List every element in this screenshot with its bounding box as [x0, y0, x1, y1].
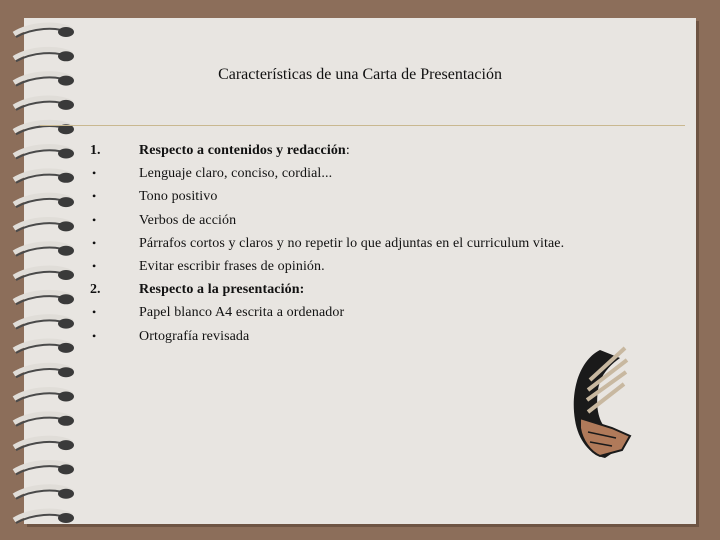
binding-hole [58, 51, 74, 61]
list-item-text [139, 213, 236, 229]
binding-hole [58, 367, 74, 377]
binding-hole [58, 464, 74, 474]
item-text: Ortografía revisada [139, 328, 250, 344]
bullet-marker: • [92, 259, 97, 273]
list-item-text [139, 236, 564, 252]
item-text: Párrafos cortos y claros y no repetir lo que adjuntas en el curriculum vitae. [139, 235, 565, 251]
binding-hole [58, 416, 74, 426]
list-item [0, 259, 720, 281]
item-text: : [345, 143, 350, 158]
list-item [0, 305, 720, 327]
item-text: Evitar escribir frases de opinión. [139, 259, 325, 274]
list-item-text [139, 166, 332, 182]
binding-hole [58, 489, 74, 499]
bullet-marker: • [92, 235, 97, 250]
section-heading: Respecto a la presentación: [139, 282, 305, 298]
bullet-marker: • [92, 328, 97, 343]
list-item-text [139, 259, 325, 275]
list-item [0, 189, 720, 211]
item-text: Lenguaje claro, conciso, cordial... [139, 166, 333, 182]
binding-hole [58, 513, 74, 523]
list-item [0, 143, 720, 165]
page-title: Características de una Carta de Presentación [218, 66, 502, 83]
binding-hole [58, 27, 74, 37]
list-item-text [139, 189, 218, 205]
binding-hole [58, 440, 74, 450]
binding-hole [58, 100, 74, 110]
title-divider [40, 125, 685, 126]
bullet-marker: • [92, 212, 97, 227]
list-item [0, 282, 720, 304]
list-item [0, 236, 720, 258]
list-item-text [139, 305, 344, 321]
list-item-text [139, 143, 350, 159]
bullet-marker: • [92, 189, 97, 204]
item-text: Tono positivo [139, 189, 218, 205]
item-text: Verbos de acción [139, 212, 237, 228]
number-marker: 2. [90, 282, 101, 298]
list-item-text [139, 282, 304, 298]
bullet-marker: • [92, 305, 97, 320]
list-item [0, 213, 720, 235]
bullet-marker: • [92, 166, 97, 181]
list-item-text [139, 329, 249, 345]
item-text: Papel blanco A4 escrita a ordenador [139, 305, 345, 321]
section-heading: Respecto a contenidos y redacción [139, 143, 346, 158]
number-marker: 1. [90, 143, 101, 158]
list-item [0, 166, 720, 188]
binding-hole [58, 392, 74, 402]
hand-pointing-down-icon [560, 340, 640, 470]
